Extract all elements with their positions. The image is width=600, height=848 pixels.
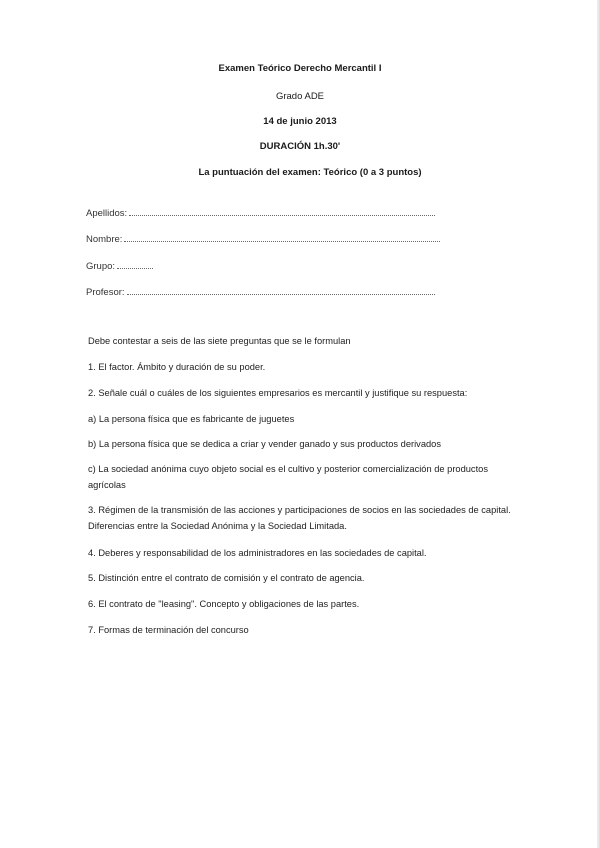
profesor-field[interactable] [86, 286, 435, 298]
question-5: 5. Distinción entre el contrato de comisión y el contrato de agencia. [88, 573, 365, 583]
exam-duration: DURACIÓN 1h.30' [259, 141, 341, 152]
exam-title: Examen Teórico Derecho Mercantil I [218, 63, 382, 74]
apellidos-line[interactable] [129, 207, 435, 216]
grupo-label: Grupo: [86, 261, 116, 272]
exam-date: 14 de junio 2013 [263, 116, 337, 127]
question-6: 6. El contrato de "leasing". Concepto y obligaciones de las partes. [88, 599, 360, 609]
grupo-field[interactable] [86, 260, 153, 272]
nombre-label: Nombre: [86, 234, 123, 245]
question-2-option-a: a) La persona física que es fabricante de juguetes [88, 414, 295, 424]
apellidos-field[interactable] [86, 207, 435, 219]
degree-label: Grado ADE [275, 91, 325, 102]
profesor-label: Profesor: [86, 287, 125, 298]
question-1: 1. El factor. Ámbito y duración de su poder. [88, 362, 266, 372]
question-2: 2. Señale cuál o cuáles de los siguientes empresarios es mercantil y justifique su respuesta: [88, 388, 468, 398]
profesor-line[interactable] [127, 286, 435, 295]
apellidos-label: Apellidos: [86, 208, 128, 219]
question-7: 7. Formas de terminación del concurso [88, 625, 249, 635]
question-2-option-b: b) La persona física que se dedica a criar y vender ganado y sus productos derivados [88, 439, 441, 449]
question-4: 4. Deberes y responsabilidad de los administradores en las sociedades de capital. [88, 548, 427, 558]
question-2-option-c: c) La sociedad anónima cuyo objeto social es el cultivo y posterior comercialización de productos agrícolas [88, 464, 488, 490]
nombre-line[interactable] [124, 233, 440, 242]
instruction-text: Debe contestar a seis de las siete preguntas que se le formulan [88, 336, 351, 346]
nombre-field[interactable] [86, 233, 440, 245]
question-3: 3. Régimen de la transmisión de las acciones y participaciones de socios en las sociedades de capital. Diferencias entre la Sociedad Anónima y la Sociedad Limitada. [88, 505, 511, 531]
exam-scoring: La puntuación del examen: Teórico (0 a 3 puntos) [198, 167, 422, 178]
grupo-line[interactable] [117, 260, 153, 269]
